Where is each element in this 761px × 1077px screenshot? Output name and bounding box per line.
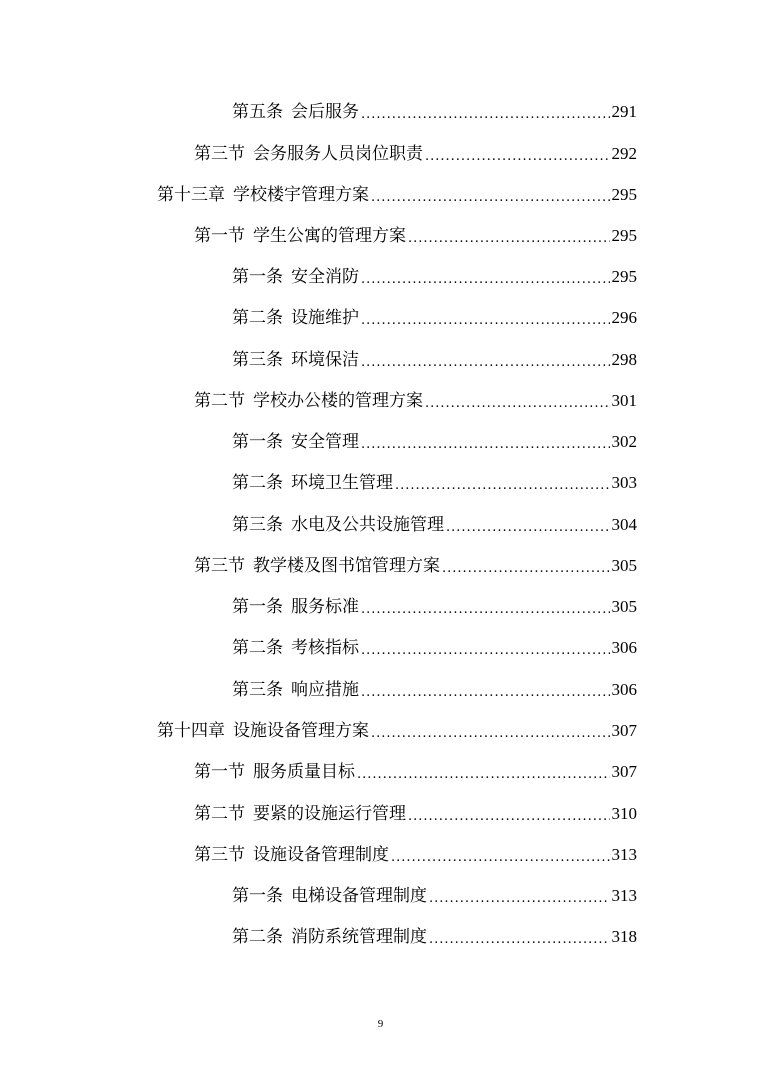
toc-entry-title: 设施维护 [291,308,359,328]
toc-entry-title: 教学楼及图书馆管理方案 [253,556,440,576]
toc-entry[interactable] [232,593,637,617]
toc-leader-dots [429,892,610,906]
toc-leader-dots [425,397,610,411]
toc-entry-title: 电梯设备管理制度 [291,886,427,906]
toc-entry[interactable] [232,923,637,947]
toc-entry-page: 301 [611,391,637,410]
toc-entry[interactable] [232,882,637,906]
toc-entry-page: 313 [611,886,637,905]
toc-entry-page: 307 [611,721,637,740]
toc-leader-dots [361,356,610,370]
toc-entry-number: 第十四章 [157,721,225,741]
toc-entry-title: 考核指标 [291,638,359,658]
toc-leader-dots [357,768,610,782]
toc-leader-dots [371,191,610,205]
toc-entry-number: 第二节 [194,804,245,824]
toc-entry-number: 第一节 [194,762,245,782]
toc-entry-number: 第三节 [194,845,245,865]
toc-entry[interactable] [194,222,637,246]
toc-entry-title: 服务标准 [291,597,359,617]
toc-entry-number: 第三节 [194,144,245,164]
toc-entry[interactable] [194,841,637,865]
toc-entry-title: 学生公寓的管理方案 [253,226,406,246]
toc-entry[interactable] [194,758,637,782]
toc-entry[interactable] [194,140,637,164]
toc-entry[interactable] [157,717,637,741]
toc-entry-title: 安全管理 [291,432,359,452]
toc-entry-page: 296 [611,308,637,327]
toc-entry-title: 设施设备管理制度 [253,845,389,865]
toc-entry-page: 318 [611,927,637,946]
toc-entry-number: 第三条 [232,350,283,370]
toc-entry-title: 会务服务人员岗位职责 [253,144,423,164]
toc-entry-number: 第二条 [232,927,283,947]
toc-entry-number: 第一条 [232,886,283,906]
toc-leader-dots [425,150,610,164]
toc-entry-page: 305 [611,556,637,575]
toc-entry-page: 303 [611,473,637,492]
page-number: 9 [377,1018,384,1030]
toc-leader-dots [361,273,610,287]
toc-entry[interactable] [194,552,637,576]
toc-entry-title: 会后服务 [291,102,359,122]
toc-entry-title: 要紧的设施运行管理 [253,804,406,824]
toc-entry-title: 学校楼宇管理方案 [233,185,369,205]
toc-leader-dots [371,727,610,741]
toc-entry-page: 306 [611,680,637,699]
toc-leader-dots [361,686,610,700]
toc-entry-page: 291 [611,102,637,121]
toc-leader-dots [408,810,610,824]
toc-entry-title: 学校办公楼的管理方案 [253,391,423,411]
toc-entry-number: 第三条 [232,515,283,535]
toc-leader-dots [361,108,610,122]
toc-entry-number: 第二条 [232,473,283,493]
toc-entry-title: 设施设备管理方案 [233,721,369,741]
toc-entry-number: 第五条 [232,102,283,122]
toc-entry-page: 295 [611,226,637,245]
toc-entry-number: 第一条 [232,432,283,452]
toc-entry-page: 307 [611,762,637,781]
toc-entry-number: 第二条 [232,638,283,658]
toc-leader-dots [391,851,610,865]
toc-entry-title: 响应措施 [291,680,359,700]
toc-leader-dots [408,232,610,246]
toc-entry[interactable] [232,511,637,535]
toc-entry-page: 310 [611,804,637,823]
toc-entry-number: 第一条 [232,597,283,617]
toc-entry-page: 304 [611,515,637,534]
toc-leader-dots [429,933,610,947]
toc-entry-title: 消防系统管理制度 [291,927,427,947]
toc-entry[interactable] [157,181,637,205]
toc-entry-title: 环境卫生管理 [291,473,393,493]
toc-entry-page: 292 [611,144,637,163]
toc-entry-page: 298 [611,350,637,369]
toc-entry[interactable] [194,387,637,411]
toc-entry-number: 第十三章 [157,185,225,205]
toc-entry-title: 服务质量目标 [253,762,355,782]
toc-entry-page: 306 [611,638,637,657]
toc-entry-title: 水电及公共设施管理 [291,515,444,535]
toc-leader-dots [361,644,610,658]
toc-leader-dots [361,438,610,452]
toc-entry[interactable] [232,634,637,658]
toc-entry[interactable] [194,800,637,824]
toc-entry-number: 第一条 [232,267,283,287]
toc-entry-page: 295 [611,185,637,204]
toc-entry[interactable] [232,676,637,700]
toc-leader-dots [446,521,610,535]
toc-entry[interactable] [232,263,637,287]
toc-entry[interactable] [232,428,637,452]
toc-entry[interactable] [232,469,637,493]
toc-entry[interactable] [232,304,637,328]
toc-entry-title: 安全消防 [291,267,359,287]
toc-leader-dots [361,314,610,328]
toc-entry-number: 第三节 [194,556,245,576]
toc-entry-page: 302 [611,432,637,451]
toc-leader-dots [395,479,610,493]
toc-entry-page: 295 [611,267,637,286]
toc-leader-dots [442,562,610,576]
toc-entry-number: 第一节 [194,226,245,246]
toc-entry-page: 313 [611,845,637,864]
toc-entry-title: 环境保洁 [291,350,359,370]
toc-entry-number: 第二条 [232,308,283,328]
toc-leader-dots [361,603,610,617]
toc-entry[interactable] [232,98,637,122]
toc-entry-page: 305 [611,597,637,616]
toc-entry-number: 第二节 [194,391,245,411]
toc-entry[interactable] [232,346,637,370]
toc-entry-number: 第三条 [232,680,283,700]
